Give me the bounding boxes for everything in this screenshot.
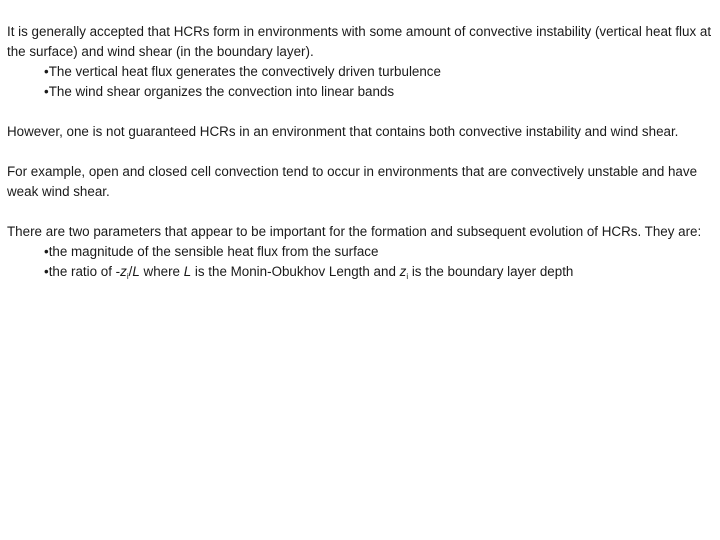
bullet4-prefix: •the ratio of - [44,264,121,279]
paragraph-hcr-formation: It is generally accepted that HCRs form in environments with some amount of convective instability (vertical heat flux at the surface) and wind shear (in the boundary layer). [7,24,712,59]
paragraph-two-parameters: There are two parameters that appear to be important for the formation and subsequent evolution of HCRs. They are: [7,224,702,239]
l-variable-2: L [183,264,192,279]
paragraph-cell-convection: For example, open and closed cell convection tend to occur in environments that are convectively unstable and have weak wind shear. [7,164,698,199]
bullet-sensible-heat-flux: •the magnitude of the sensible heat flux from the surface [44,244,379,259]
zi-subscript-2: i [406,272,409,281]
l-variable: L [132,264,140,279]
zi-variable-2: z [399,264,407,279]
zi-variable: z [120,264,127,279]
slide-text-body [7,22,715,282]
paragraph-not-guaranteed: However, one is not guaranteed HCRs in an environment that contains both convective instability and wind shear. [7,124,679,139]
bullet-wind-shear: •The wind shear organizes the convection into linear bands [44,84,395,99]
bullet4-suffix: is the boundary layer depth [408,264,574,279]
bullet-zi-over-l-ratio [7,262,715,282]
bullet-heat-flux: •The vertical heat flux generates the convectively driven turbulence [44,64,441,79]
zi-subscript: i [126,272,129,281]
bullet4-mid1: where [139,264,184,279]
ratio-slash: / [128,264,133,279]
bullet4-mid2: is the Monin-Obukhov Length and [191,264,400,279]
